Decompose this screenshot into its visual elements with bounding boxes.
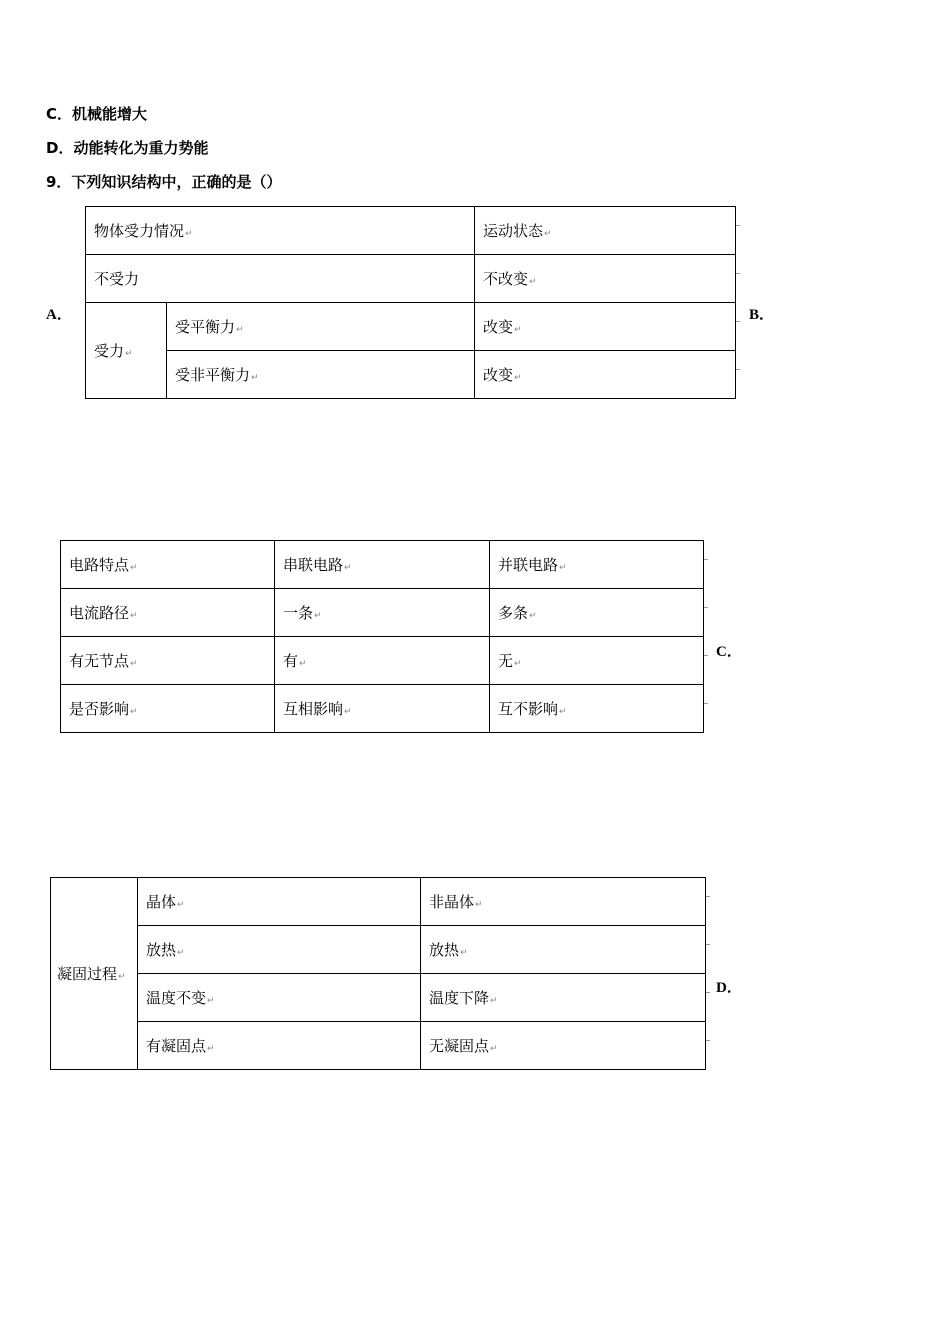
cell-text: 受平衡力	[175, 318, 236, 336]
cell-text: 互相影响	[283, 700, 344, 718]
cell-text: 不受力	[94, 270, 140, 288]
cell-text: 晶体	[146, 893, 177, 911]
label-d: D．	[716, 980, 742, 996]
paragraph-mark: ↵	[529, 277, 537, 287]
table-cell	[490, 589, 704, 637]
row-end-mark	[704, 655, 708, 656]
paragraph-mark: ↵	[460, 948, 468, 958]
option-d-text: D．动能转化为重力势能	[46, 139, 209, 157]
paragraph-mark: ↵	[130, 659, 138, 669]
cell-text: 并联电路	[498, 556, 559, 574]
paragraph-mark: ↵	[185, 229, 193, 239]
cell-text: 电路特点	[69, 556, 130, 574]
table-cell	[475, 351, 736, 399]
paragraph-mark: ↵	[490, 1044, 498, 1054]
table-row	[51, 1022, 706, 1070]
paragraph-mark: ↵	[125, 349, 133, 359]
cell-text: 放热	[146, 941, 177, 959]
cell-text: 不改变	[483, 270, 529, 288]
paragraph-mark: ↵	[236, 325, 244, 335]
table-cell	[421, 974, 706, 1022]
cell-text: 有	[283, 652, 299, 670]
table-cell	[275, 685, 490, 733]
row-end-mark	[704, 703, 708, 704]
table-cell	[86, 303, 167, 399]
row-end-mark	[704, 607, 708, 608]
paragraph-mark: ↵	[490, 996, 498, 1006]
cell-text: 多条	[498, 604, 529, 622]
paragraph-mark: ↵	[344, 563, 352, 573]
cell-text: 凝固过程	[57, 965, 118, 983]
row-end-mark	[706, 992, 710, 993]
row-end-mark	[736, 321, 740, 322]
cell-text: 放热	[429, 941, 460, 959]
row-end-mark	[736, 369, 740, 370]
paragraph-mark: ↵	[559, 707, 567, 717]
table-cell	[275, 637, 490, 685]
table-cell	[421, 1022, 706, 1070]
row-end-mark	[704, 559, 708, 560]
table-cell	[421, 926, 706, 974]
table-row	[61, 637, 704, 685]
question-9: 9．下列知识结构中，正确的是（）	[46, 173, 282, 191]
table-row	[61, 589, 704, 637]
cell-text: 是否影响	[69, 700, 130, 718]
table-cell	[475, 207, 736, 255]
paragraph-mark: ↵	[130, 707, 138, 717]
row-end-mark	[736, 225, 740, 226]
table-cell	[138, 926, 421, 974]
cell-text: 物体受力情况	[94, 222, 185, 240]
paragraph-mark: ↵	[514, 659, 522, 669]
table-cell	[490, 637, 704, 685]
table-cell	[490, 541, 704, 589]
paragraph-mark: ↵	[529, 611, 537, 621]
table-cell	[86, 207, 475, 255]
table-row	[51, 974, 706, 1022]
table-cell	[138, 1022, 421, 1070]
paragraph-mark: ↵	[514, 325, 522, 335]
cell-text: 有无节点	[69, 652, 130, 670]
cell-text: 电流路径	[69, 604, 130, 622]
row-end-mark	[706, 1040, 710, 1041]
table-row	[61, 541, 704, 589]
paragraph-mark: ↵	[130, 611, 138, 621]
cell-text: 改变	[483, 366, 514, 384]
cell-text: 温度不变	[146, 989, 207, 1007]
table-cell	[61, 637, 275, 685]
cell-text: 受力	[94, 342, 125, 360]
paragraph-mark: ↵	[344, 707, 352, 717]
table-cell	[490, 685, 704, 733]
paragraph-mark: ↵	[514, 373, 522, 383]
table-row	[61, 685, 704, 733]
paragraph-mark: ↵	[559, 563, 567, 573]
table-cell	[61, 589, 275, 637]
table-cell	[138, 974, 421, 1022]
table-circuit	[60, 540, 704, 733]
cell-text: 一条	[283, 604, 314, 622]
label-b: B．	[749, 307, 775, 323]
table-row	[86, 207, 736, 255]
paragraph-mark: ↵	[314, 611, 322, 621]
table-cell	[475, 255, 736, 303]
paragraph-mark: ↵	[118, 972, 126, 982]
cell-text: 无	[498, 652, 514, 670]
table-cell	[167, 351, 475, 399]
cell-text: 无凝固点	[429, 1037, 490, 1055]
cell-text: 互不影响	[498, 700, 559, 718]
table-solidification	[50, 877, 706, 1070]
table-row	[51, 926, 706, 974]
cell-text: 温度下降	[429, 989, 490, 1007]
paragraph-mark: ↵	[251, 373, 259, 383]
table-force-motion	[85, 206, 736, 399]
table-cell	[475, 303, 736, 351]
paragraph-mark: ↵	[207, 1044, 215, 1054]
paragraph-mark: ↵	[177, 900, 185, 910]
paragraph-mark: ↵	[130, 563, 138, 573]
label-c: C．	[716, 644, 742, 660]
table-cell	[421, 878, 706, 926]
paragraph-mark: ↵	[299, 659, 307, 669]
table-cell	[61, 541, 275, 589]
table-row	[51, 878, 706, 926]
paragraph-mark: ↵	[475, 900, 483, 910]
table-cell	[51, 878, 138, 1070]
row-end-mark	[706, 944, 710, 945]
paragraph-mark: ↵	[177, 948, 185, 958]
table-cell	[275, 589, 490, 637]
paragraph-mark: ↵	[544, 229, 552, 239]
table-cell	[138, 878, 421, 926]
table-cell	[86, 255, 475, 303]
table-cell	[61, 685, 275, 733]
cell-text: 有凝固点	[146, 1037, 207, 1055]
row-end-mark	[706, 896, 710, 897]
option-c-text: C．机械能增大	[46, 105, 148, 123]
cell-text: 受非平衡力	[175, 366, 251, 384]
table-row	[86, 351, 736, 399]
cell-text: 运动状态	[483, 222, 544, 240]
cell-text: 非晶体	[429, 893, 475, 911]
table-row	[86, 255, 736, 303]
label-a: A．	[46, 307, 72, 323]
paragraph-mark: ↵	[207, 996, 215, 1006]
table-cell	[167, 303, 475, 351]
cell-text: 串联电路	[283, 556, 344, 574]
cell-text: 改变	[483, 318, 514, 336]
table-row	[86, 303, 736, 351]
table-cell	[275, 541, 490, 589]
row-end-mark	[736, 273, 740, 274]
